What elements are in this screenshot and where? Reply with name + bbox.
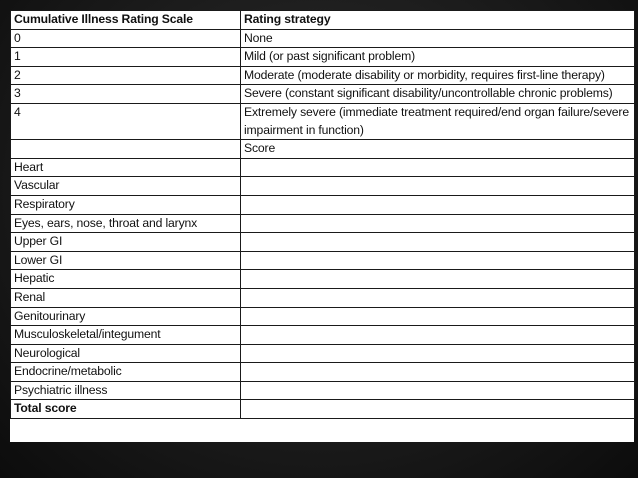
- system-label: Vascular: [11, 177, 241, 196]
- rating-row: [11, 48, 635, 67]
- system-row: [11, 363, 635, 382]
- score-cell[interactable]: [241, 344, 635, 363]
- score-header-row: [11, 140, 635, 159]
- system-row: [11, 233, 635, 252]
- system-row: [11, 307, 635, 326]
- system-row: [11, 326, 635, 345]
- rating-description: Extremely severe (immediate treatment required/end organ failure/severe impairment in function): [241, 103, 635, 139]
- rating-row: [11, 66, 635, 85]
- system-label: Musculoskeletal/integument: [11, 326, 241, 345]
- system-row: [11, 288, 635, 307]
- score-cell[interactable]: [241, 233, 635, 252]
- rating-row: [11, 29, 635, 48]
- score-cell[interactable]: [241, 381, 635, 400]
- score-cell[interactable]: [241, 177, 635, 196]
- score-header: Score: [241, 140, 635, 159]
- system-label: Hepatic: [11, 270, 241, 289]
- rating-description: Severe (constant significant disability/uncontrollable chronic problems): [241, 85, 635, 104]
- rating-score: 1: [11, 48, 241, 67]
- system-label: Eyes, ears, nose, throat and larynx: [11, 214, 241, 233]
- rating-score: 0: [11, 29, 241, 48]
- score-cell[interactable]: [241, 363, 635, 382]
- system-label: Respiratory: [11, 195, 241, 214]
- header-scale: Cumulative Illness Rating Scale: [11, 11, 241, 30]
- score-cell[interactable]: [241, 195, 635, 214]
- rating-row: [11, 85, 635, 104]
- rating-description: Moderate (moderate disability or morbidity, requires first-line therapy): [241, 66, 635, 85]
- score-cell[interactable]: [241, 158, 635, 177]
- system-label: Psychiatric illness: [11, 381, 241, 400]
- header-row: [11, 11, 635, 30]
- system-label: Neurological: [11, 344, 241, 363]
- system-row: [11, 195, 635, 214]
- score-cell[interactable]: [241, 288, 635, 307]
- score-cell[interactable]: [241, 214, 635, 233]
- header-strategy: Rating strategy: [241, 11, 635, 30]
- system-label: Upper GI: [11, 233, 241, 252]
- rating-score: 2: [11, 66, 241, 85]
- score-cell[interactable]: [241, 251, 635, 270]
- total-row: [11, 400, 635, 419]
- score-cell[interactable]: [241, 307, 635, 326]
- system-row: [11, 251, 635, 270]
- rating-score: 4: [11, 103, 241, 139]
- system-label: Renal: [11, 288, 241, 307]
- total-score-cell[interactable]: [241, 400, 635, 419]
- system-label: Endocrine/metabolic: [11, 363, 241, 382]
- system-row: [11, 158, 635, 177]
- total-label: Total score: [11, 400, 241, 419]
- system-row: [11, 381, 635, 400]
- system-label: Lower GI: [11, 251, 241, 270]
- system-label: Heart: [11, 158, 241, 177]
- rating-row: [11, 103, 635, 139]
- system-row: [11, 270, 635, 289]
- rating-description: None: [241, 29, 635, 48]
- rating-description: Mild (or past significant problem): [241, 48, 635, 67]
- system-row: [11, 177, 635, 196]
- system-row: [11, 214, 635, 233]
- empty-cell: [11, 140, 241, 159]
- rating-score: 3: [11, 85, 241, 104]
- cirs-table: [10, 10, 635, 419]
- score-cell[interactable]: [241, 326, 635, 345]
- system-row: [11, 344, 635, 363]
- system-label: Genitourinary: [11, 307, 241, 326]
- table-frame: [10, 10, 634, 442]
- score-cell[interactable]: [241, 270, 635, 289]
